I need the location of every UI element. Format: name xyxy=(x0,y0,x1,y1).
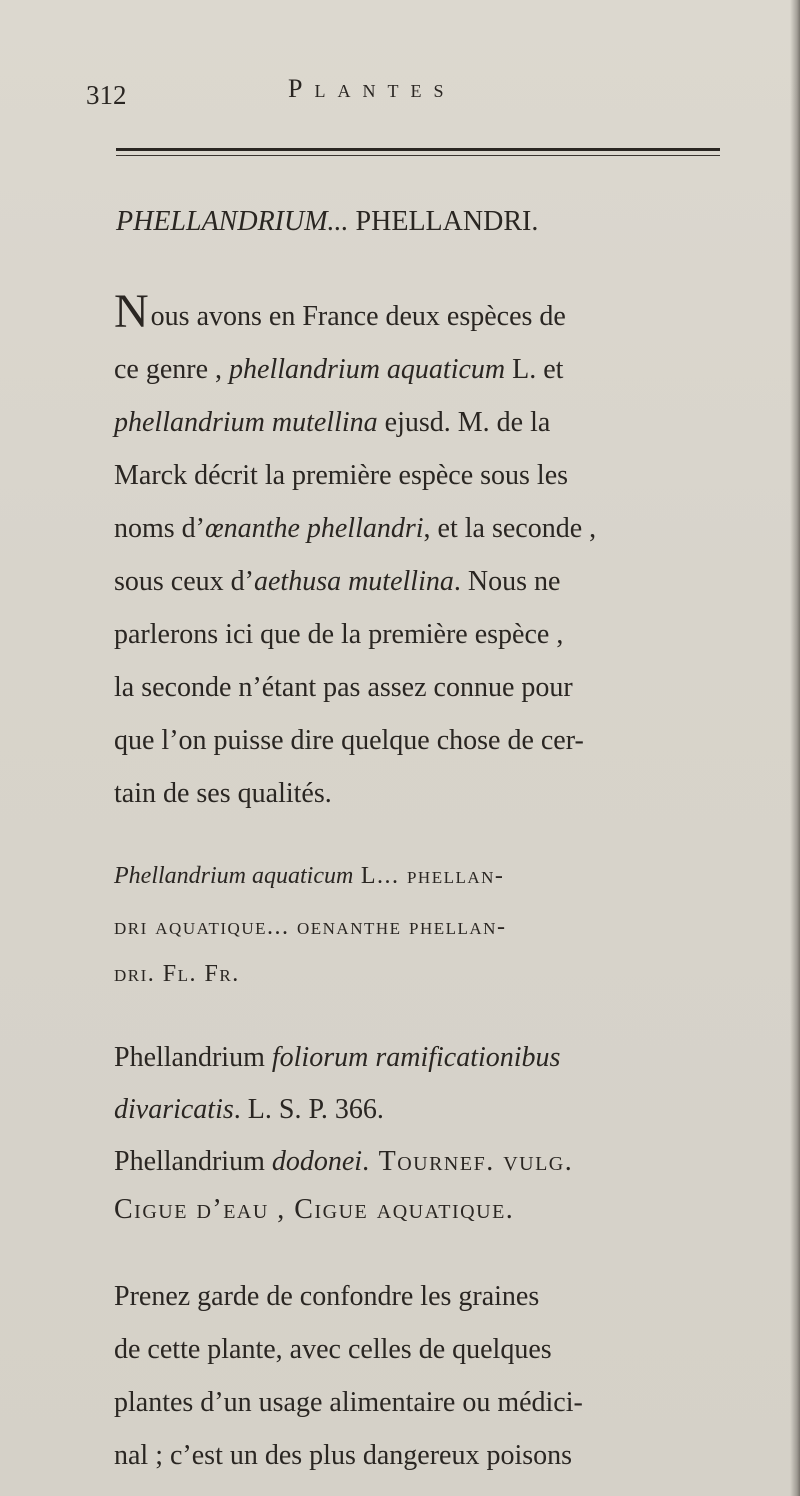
section-title-latin: PHELLANDRIUM... xyxy=(116,206,349,237)
species-entry-line-1: Phellandrium aquaticum L... phellan- xyxy=(114,863,505,889)
species-name: Phellandrium aquaticum xyxy=(114,863,354,889)
paragraph1-line-3: phellandrium mutellina ejusd. M. de la xyxy=(114,407,551,438)
page-number: 312 xyxy=(86,80,127,110)
paragraph1-line-8: la seconde n’étant pas assez connue pour xyxy=(114,672,573,703)
paragraph1-line-5: noms d’œnanthe phellandri, et la seconde , xyxy=(114,513,597,544)
synonym-1-line-2: divaricatis. L. S. P. 366. xyxy=(114,1094,384,1125)
header-rule-thin xyxy=(116,155,720,156)
running-head: Plantes xyxy=(288,74,456,103)
paragraph1-line-2: ce genre , phellandrium aquaticum L. et xyxy=(114,354,564,385)
section-title-french: PHELLANDRI. xyxy=(355,206,539,237)
paragraph1-line-4: Marck décrit la première espèce sous les xyxy=(114,460,569,491)
synonym-2-line-2: Cigue d’eau , Cigue aquatique. xyxy=(114,1194,515,1225)
paragraph1-line-6: sous ceux d’aethusa mutellina. Nous ne xyxy=(114,566,561,597)
species-entry-line-2: dri aquatique... oenanthe phellan- xyxy=(114,914,507,940)
header-rule-thick xyxy=(116,148,720,151)
section-title xyxy=(116,206,538,238)
paragraph1-line-9: que l’on puisse dire quelque chose de cer- xyxy=(114,725,584,756)
paragraph1-line-7: parlerons ici que de la première espèce , xyxy=(114,619,564,650)
synonym-1-line-1: Phellandrium foliorum ramificationibus xyxy=(114,1042,561,1073)
paragraph1-line-1: Nous avons en France deux espèces de xyxy=(114,285,566,338)
paragraph1-line-10: tain de ses qualités. xyxy=(114,778,332,809)
synonym-2-line-1: Phellandrium dodonei. Tournef. vulg. xyxy=(114,1146,574,1177)
paragraph2-line-2: de cette plante, avec celles de quelques xyxy=(114,1334,552,1365)
page-edge-shadow xyxy=(790,0,800,1496)
paragraph2-line-3: plantes d’un usage alimentaire ou médici- xyxy=(114,1387,583,1418)
paragraph2-line-1: Prenez garde de confondre les graines xyxy=(114,1281,540,1312)
drop-cap: N xyxy=(114,285,149,338)
species-entry-line-3: dri. Fl. Fr. xyxy=(114,961,240,987)
paragraph2-line-4: nal ; c’est un des plus dangereux poisons xyxy=(114,1440,573,1471)
